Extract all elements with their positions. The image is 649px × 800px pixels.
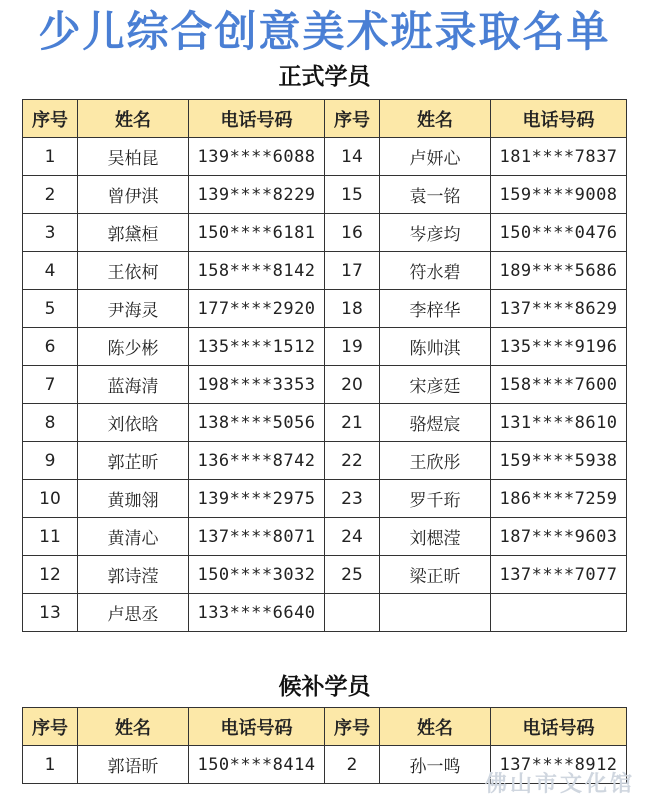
- cell-seq: 18: [325, 290, 380, 328]
- cell-seq: 7: [23, 366, 78, 404]
- cell-name: 蓝海清: [78, 366, 189, 404]
- cell-seq: [325, 594, 380, 632]
- cell-name: [380, 594, 491, 632]
- cell-phone: 150****3032: [189, 556, 325, 594]
- cell-phone: 133****6640: [189, 594, 325, 632]
- cell-seq: 5: [23, 290, 78, 328]
- cell-phone: 137****8912: [491, 746, 627, 784]
- cell-seq: 12: [23, 556, 78, 594]
- table-row: [23, 290, 627, 328]
- cell-name: 卢思丞: [78, 594, 189, 632]
- header-name: 姓名: [78, 100, 189, 138]
- formal-header-row: [23, 100, 627, 138]
- cell-seq: 1: [23, 138, 78, 176]
- cell-name: 骆煜宸: [380, 404, 491, 442]
- cell-name: 黄珈翎: [78, 480, 189, 518]
- formal-section-title: 正式学员: [278, 64, 371, 90]
- cell-phone: 150****6181: [189, 214, 325, 252]
- cell-name: 刘楒滢: [380, 518, 491, 556]
- table-row: [23, 176, 627, 214]
- cell-seq: 20: [325, 366, 380, 404]
- cell-phone: 137****7077: [491, 556, 627, 594]
- formal-students-table: [22, 99, 627, 632]
- cell-name: 罗千珩: [380, 480, 491, 518]
- cell-phone: 158****8142: [189, 252, 325, 290]
- cell-name: 宋彦廷: [380, 366, 491, 404]
- waitlist-section-title: 候补学员: [278, 674, 371, 700]
- cell-phone: 198****3353: [189, 366, 325, 404]
- cell-name: 曾伊淇: [78, 176, 189, 214]
- header-seq: 序号: [325, 100, 380, 138]
- cell-phone: 177****2920: [189, 290, 325, 328]
- cell-name: 黄清心: [78, 518, 189, 556]
- header-phone: 电话号码: [189, 100, 325, 138]
- table-row: [23, 442, 627, 480]
- cell-phone: 135****1512: [189, 328, 325, 366]
- table-row: [23, 404, 627, 442]
- cell-name: 李梓华: [380, 290, 491, 328]
- cell-phone: 139****2975: [189, 480, 325, 518]
- cell-name: 郭黛桓: [78, 214, 189, 252]
- header-phone: 电话号码: [491, 100, 627, 138]
- cell-phone: 136****8742: [189, 442, 325, 480]
- cell-name: 陈帅淇: [380, 328, 491, 366]
- cell-seq: 16: [325, 214, 380, 252]
- cell-seq: 11: [23, 518, 78, 556]
- cell-name: 吴柏昆: [78, 138, 189, 176]
- cell-phone: [491, 594, 627, 632]
- cell-name: 王依柯: [78, 252, 189, 290]
- cell-seq: 4: [23, 252, 78, 290]
- cell-name: 梁正昕: [380, 556, 491, 594]
- table-row: [23, 594, 627, 632]
- header-name: 姓名: [78, 708, 189, 746]
- cell-phone: 138****5056: [189, 404, 325, 442]
- cell-phone: 159****5938: [491, 442, 627, 480]
- cell-name: 郭语昕: [78, 746, 189, 784]
- cell-seq: 13: [23, 594, 78, 632]
- cell-name: 尹海灵: [78, 290, 189, 328]
- cell-seq: 1: [23, 746, 78, 784]
- page-title: 少儿综合创意美术班录取名单: [38, 7, 611, 56]
- table-row: [23, 138, 627, 176]
- cell-phone: 158****7600: [491, 366, 627, 404]
- cell-seq: 8: [23, 404, 78, 442]
- cell-name: 郭芷昕: [78, 442, 189, 480]
- cell-phone: 135****9196: [491, 328, 627, 366]
- cell-phone: 159****9008: [491, 176, 627, 214]
- cell-seq: 6: [23, 328, 78, 366]
- cell-name: 郭诗滢: [78, 556, 189, 594]
- cell-seq: 9: [23, 442, 78, 480]
- cell-seq: 3: [23, 214, 78, 252]
- cell-seq: 21: [325, 404, 380, 442]
- table-row: [23, 556, 627, 594]
- cell-phone: 150****8414: [189, 746, 325, 784]
- cell-seq: 24: [325, 518, 380, 556]
- cell-phone: 189****5686: [491, 252, 627, 290]
- table-row: [23, 328, 627, 366]
- cell-seq: 15: [325, 176, 380, 214]
- cell-phone: 181****7837: [491, 138, 627, 176]
- cell-seq: 10: [23, 480, 78, 518]
- cell-name: 陈少彬: [78, 328, 189, 366]
- cell-name: 袁一铭: [380, 176, 491, 214]
- header-seq: 序号: [23, 708, 78, 746]
- cell-seq: 22: [325, 442, 380, 480]
- table-row: [23, 252, 627, 290]
- table-row: [23, 480, 627, 518]
- cell-phone: 187****9603: [491, 518, 627, 556]
- header-phone: 电话号码: [491, 708, 627, 746]
- cell-name: 王欣彤: [380, 442, 491, 480]
- cell-seq: 2: [23, 176, 78, 214]
- cell-name: 孙一鸣: [380, 746, 491, 784]
- cell-phone: 186****7259: [491, 480, 627, 518]
- cell-seq: 14: [325, 138, 380, 176]
- cell-seq: 25: [325, 556, 380, 594]
- header-phone: 电话号码: [189, 708, 325, 746]
- cell-name: 符水碧: [380, 252, 491, 290]
- cell-name: 刘依晗: [78, 404, 189, 442]
- cell-phone: 137****8071: [189, 518, 325, 556]
- cell-seq: 17: [325, 252, 380, 290]
- cell-phone: 139****8229: [189, 176, 325, 214]
- table-row: [23, 214, 627, 252]
- header-name: 姓名: [380, 708, 491, 746]
- table-row: [23, 518, 627, 556]
- header-seq: 序号: [23, 100, 78, 138]
- cell-phone: 139****6088: [189, 138, 325, 176]
- cell-seq: 23: [325, 480, 380, 518]
- cell-seq: 2: [325, 746, 380, 784]
- cell-name: 卢妍心: [380, 138, 491, 176]
- header-seq: 序号: [325, 708, 380, 746]
- cell-name: 岑彦均: [380, 214, 491, 252]
- table-row: [23, 366, 627, 404]
- waitlist-header-row: [23, 708, 627, 746]
- cell-seq: 19: [325, 328, 380, 366]
- cell-phone: 131****8610: [491, 404, 627, 442]
- watermark: 佛山市文化馆: [484, 772, 635, 797]
- cell-phone: 137****8629: [491, 290, 627, 328]
- cell-phone: 150****0476: [491, 214, 627, 252]
- header-name: 姓名: [380, 100, 491, 138]
